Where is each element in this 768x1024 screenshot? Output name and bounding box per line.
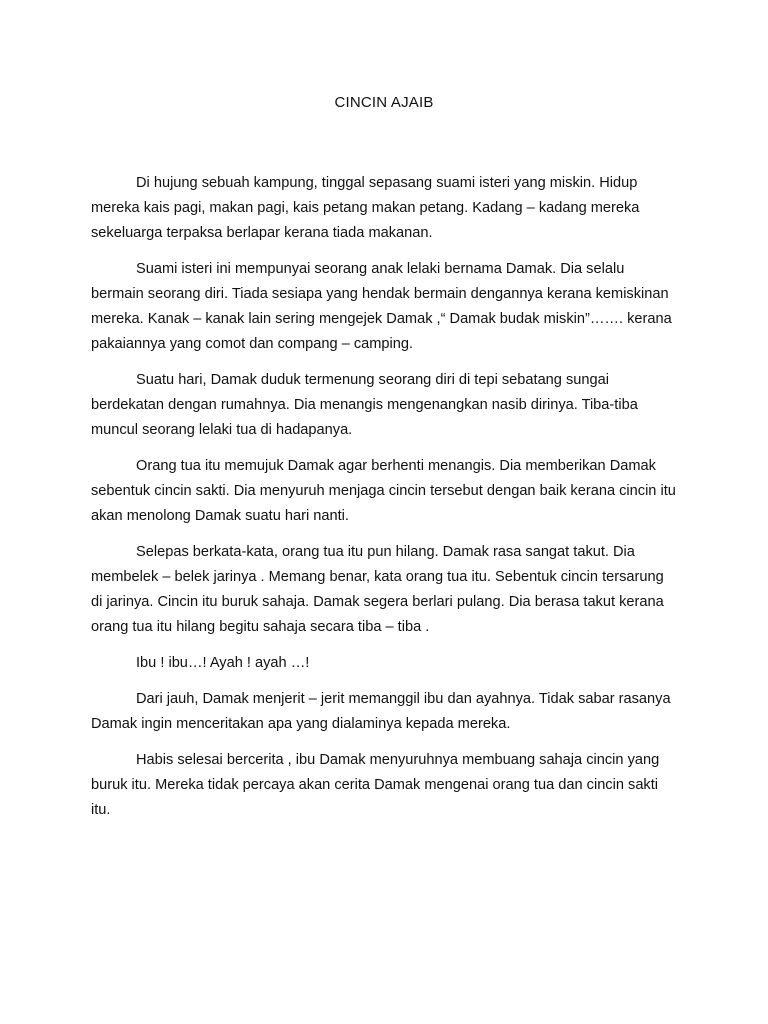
document-title: CINCIN AJAIB xyxy=(334,94,434,111)
paragraph-2: Suami isteri ini mempunyai seorang anak lelaki bernama Damak. Dia selalu bermain seorang diri. Tiada sesiapa yang hendak bermain dengannya kerana kemiskinan mereka. Kanak – kanak lain sering mengejek Damak ,“ Damak budak miskin”……. kerana pakaiannya yang comot dan compang – camping. xyxy=(91,261,672,352)
document-body xyxy=(91,171,677,834)
paragraph-4: Orang tua itu memujuk Damak agar berhenti menangis. Dia memberikan Damak sebentuk cincin sakti. Dia menyuruh menjaga cincin tersebut dengan baik kerana cincin itu akan menolong Damak suatu hari nanti. xyxy=(91,458,676,524)
paragraph-7: Dari jauh, Damak menjerit – jerit memanggil ibu dan ayahnya. Tidak sabar rasanya Damak ingin menceritakan apa yang dialaminya kepada mereka. xyxy=(91,691,671,732)
paragraph-6: Ibu ! ibu…! Ayah ! ayah …! xyxy=(136,655,310,671)
paragraph-5: Selepas berkata-kata, orang tua itu pun hilang. Damak rasa sangat takut. Dia membelek – belek jarinya . Memang benar, kata orang tua itu. Sebentuk cincin tersarung di jarinya. Cincin itu buruk sahaja. Damak segera berlari pulang. Dia berasa takut kerana orang tua itu hilang begitu sahaja secara tiba – tiba . xyxy=(91,544,664,635)
paragraph-8: Habis selesai bercerita , ibu Damak menyuruhnya membuang sahaja cincin yang buruk itu. Mereka tidak percaya akan cerita Damak mengenai orang tua dan cincin sakti itu. xyxy=(91,752,660,818)
paragraph-1: Di hujung sebuah kampung, tinggal sepasang suami isteri yang miskin. Hidup mereka kais pagi, makan pagi, kais petang makan petang. Kadang – kadang mereka sekeluarga terpaksa berlapar kerana tiada makanan. xyxy=(91,175,640,241)
paragraph-3: Suatu hari, Damak duduk termenung seorang diri di tepi sebatang sungai berdekatan dengan rumahnya. Dia menangis mengenangkan nasib dirinya. Tiba-tiba muncul seorang lelaki tua di hadapanya. xyxy=(91,372,638,438)
